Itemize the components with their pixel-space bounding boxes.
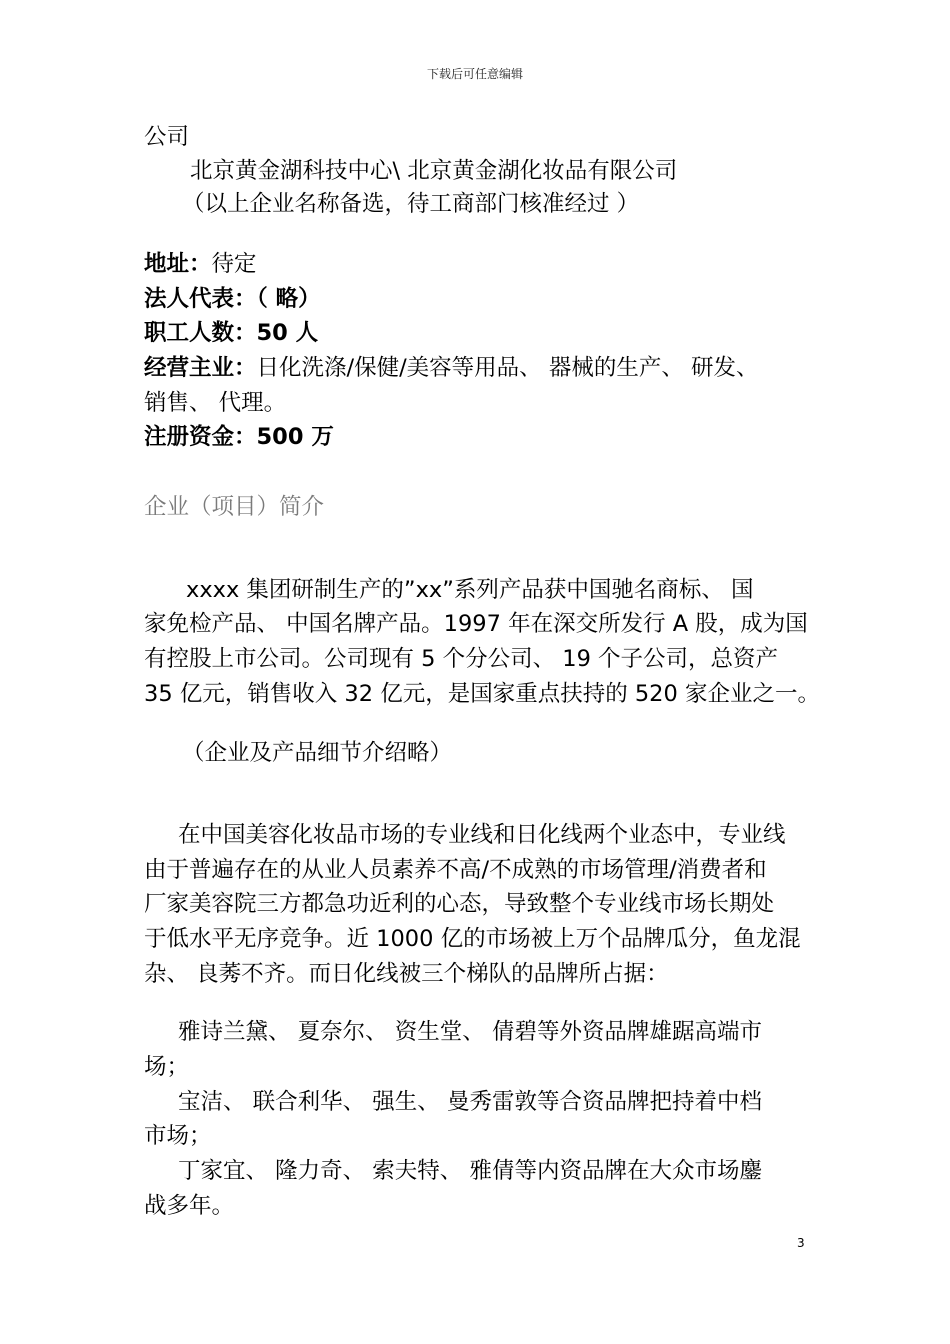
intro-company-names: 北京黄金湖科技中心\ 北京黄金湖化妆品有限公司 xyxy=(190,158,678,184)
business-label: 经营主业： xyxy=(144,355,257,381)
para1-line-4: 35 亿元，销售收入 32 亿元，是国家重点扶持的 520 家企业之一。 xyxy=(144,681,820,707)
para3-line-6: 战多年。 xyxy=(144,1193,235,1219)
intro-note: （以上企业名称备选，待工商部门核准经过 ） xyxy=(182,191,640,217)
para3-line-3: 宝洁、 联合利华、 强生、 曼秀雷敦等合资品牌把持着中档 xyxy=(178,1089,762,1115)
capital-value: 500 万 xyxy=(256,424,334,450)
staff-label: 职工人数： xyxy=(144,320,257,346)
page-header-note: 下载后可任意编辑 xyxy=(426,67,523,81)
legal-rep-row xyxy=(144,282,321,316)
page-number: 3 xyxy=(797,1236,805,1250)
business-row xyxy=(144,351,758,385)
para3-line-1: 雅诗兰黛、 夏奈尔、 资生堂、 倩碧等外资品牌雄踞高端市 xyxy=(178,1019,762,1045)
section-title: 企业（项目）简介 xyxy=(144,494,325,520)
para1-line-3: 有控股上市公司。公司现有 5 个分公司、 19 个子公司，总资产 xyxy=(144,646,779,672)
address-label: 地址： xyxy=(144,251,212,277)
para3-line-4: 市场； xyxy=(144,1123,212,1149)
para2-line-1: 在中国美容化妆品市场的专业线和日化线两个业态中，专业线 xyxy=(178,822,786,848)
legal-rep-value: （ 略） xyxy=(256,286,321,312)
para2-line-5: 杂、 良莠不齐。而日化线被三个梯队的品牌所占据： xyxy=(144,961,669,987)
para1-line-2: 家免检产品、 中国名牌产品。1997 年在深交所发行 A 股，成为国 xyxy=(144,611,808,637)
staff-row xyxy=(144,316,318,350)
legal-rep-label: 法人代表： xyxy=(144,286,257,312)
address-value: 待定 xyxy=(211,251,257,277)
intro-line-1: 公司 xyxy=(144,124,190,150)
para2-line-2: 由于普遍存在的从业人员素养不高/不成熟的市场管理/消费者和 xyxy=(144,857,767,883)
para2-line-4: 于低水平无序竞争。近 1000 亿的市场被上万个品牌瓜分，鱼龙混 xyxy=(144,926,801,952)
para3-line-2: 场； xyxy=(144,1054,190,1080)
para2-line-3: 厂家美容院三方都急功近利的心态，导致整个专业线市场长期处 xyxy=(144,891,775,917)
details-omitted-note: （企业及产品细节介绍略） xyxy=(182,740,453,766)
para1-line-1: xxxx 集团研制生产的”xx”系列产品获中国驰名商标、 国 xyxy=(186,577,754,603)
para3-line-5: 丁家宜、 隆力奇、 索夫特、 雅倩等内资品牌在大众市场鏖 xyxy=(178,1158,762,1184)
capital-label: 注册资金： xyxy=(144,424,257,450)
capital-row xyxy=(144,420,334,454)
address-row xyxy=(144,247,257,281)
business-row-cont: 销售、 代理。 xyxy=(144,390,287,416)
business-value: 日化洗涤/保健/美容等用品、 器械的生产、 研发、 xyxy=(256,355,759,381)
staff-value: 50 人 xyxy=(256,320,319,346)
